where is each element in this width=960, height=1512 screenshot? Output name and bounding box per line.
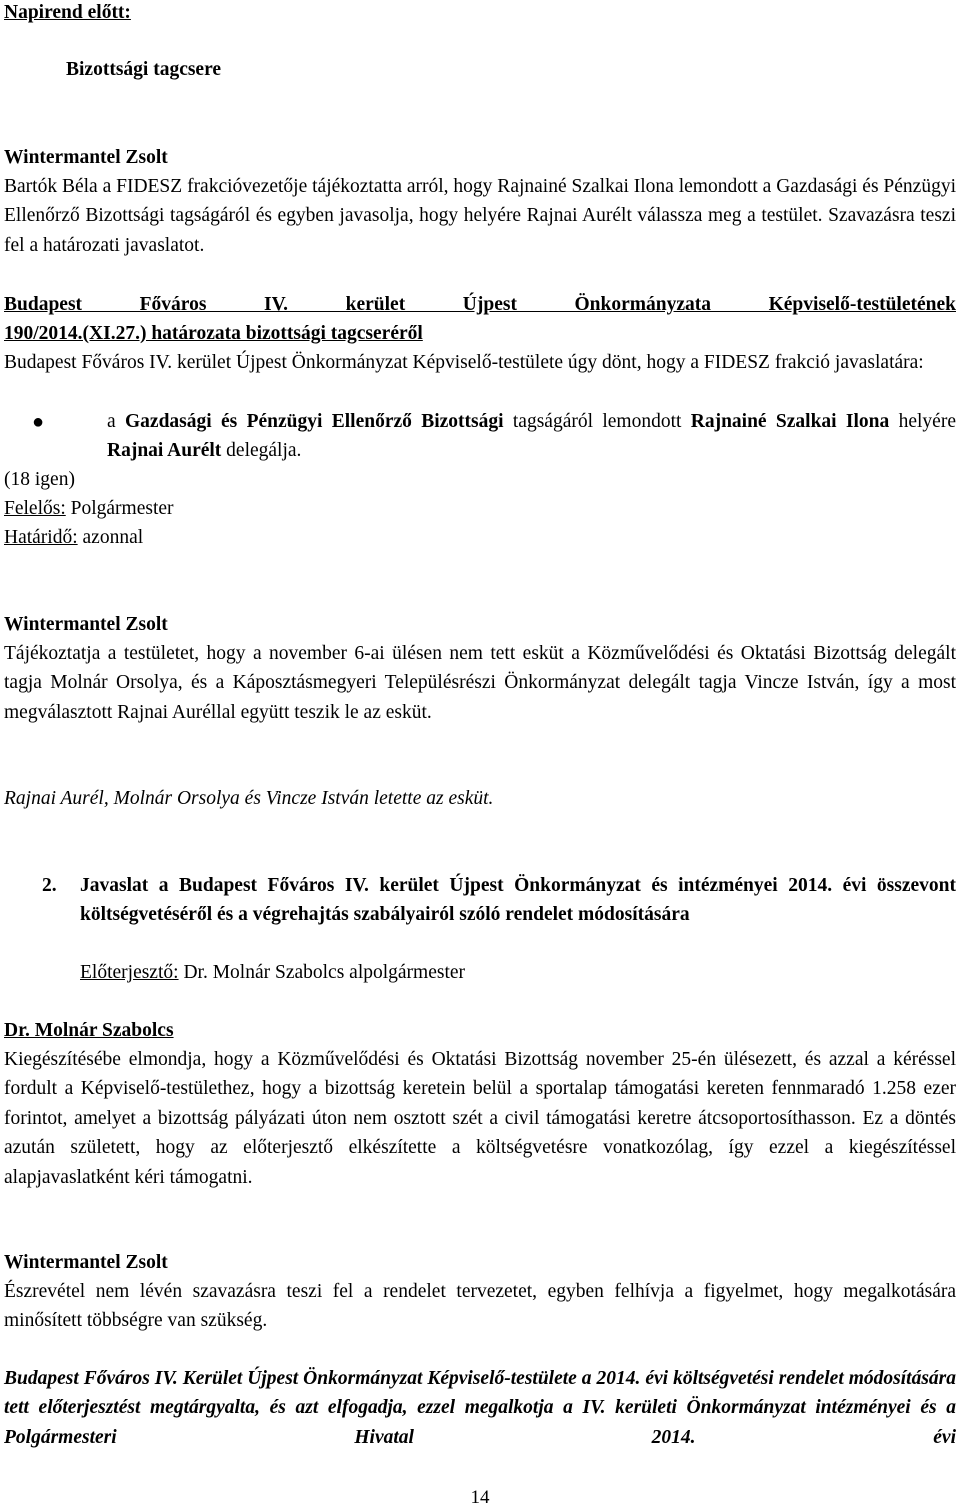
- deadline-line: Határidő: azonnal: [4, 527, 144, 548]
- speech-paragraph: Tájékoztatja a testületet, hogy a november 6-ai ülésen nem tett esküt a Közművelődési és Oktatási Bizottság delegált tagja Molnár Orsolya, és a Káposztásmegyeri Településrészi Önkormányzat delegált tagja Vincze István, így a most megválasztott Rajnai Auréllal együtt teszik le az esküt.: [4, 643, 956, 723]
- responsible-line: Felelős: Polgármester: [4, 498, 174, 519]
- oath-statement: Rajnai Aurél, Molnár Orsolya és Vincze István letette az esküt.: [4, 788, 494, 809]
- presenter-line: Előterjesztő: Dr. Molnár Szabolcs alpolgármester: [80, 962, 466, 983]
- resolution-intro: Budapest Főváros IV. kerület Újpest Önkormányzat Képviselő-testülete úgy dönt, hogy a FIDESZ frakció javaslatára:: [4, 352, 924, 373]
- speech-paragraph: Észrevétel nem lévén szavazásra teszi fel a rendelet tervezetet, egyben felhívja a figyelmet, hogy megalkotására minősített többségre van szükség.: [4, 1281, 956, 1332]
- agenda-title: Bizottsági tagcsere: [66, 59, 222, 80]
- resolution-number: 190/2014.(XI.27.) határozata bizottsági tagcseréről: [4, 323, 423, 344]
- speech-paragraph: Bartók Béla a FIDESZ frakcióvezetője tájékoztatta arról, hogy Rajnainé Szalkai Ilona lemondott a Gazdasági és Pénzügyi Ellenőrző Bizottsági tagságáról és egyben javasolja, hogy helyére Rajnai Aurélt válassza meg a testület. Szavazásra teszi fel a határozati javaslatot.: [4, 176, 956, 256]
- speech-paragraph: Kiegészítésébe elmondja, hogy a Közművelődési és Oktatási Bizottság november 25-én ülésezett, és azzal a kéréssel fordult a Képviselő-testülethez, hogy a bizottság keretein belül a sportalap támogatási kereten fennmaradó 1.258 ezer forintot, amelyet a bizottság pályázati úton nem osztott szét a civil támogatási keretre átcsoportosíthasson. Ez a döntés azután született, hogy az előterjesztő elkészítette a költségvetésre vonatkozólag, így ezzel a kiegészítéssel alapjavaslatként kéri támogatni.: [4, 1049, 956, 1188]
- page-number: 14: [470, 1487, 490, 1508]
- speaker-name: Wintermantel Zsolt: [4, 614, 168, 635]
- item-title: Javaslat a Budapest Főváros IV. kerület Újpest Önkormányzat és intézményei 2014. évi összevont költségvetéséről és a végrehajtás szabályairól szóló rendelet módosítására: [80, 875, 956, 926]
- closing-resolution: Budapest Főváros IV. Kerület Újpest Önkormányzat Képviselő-testülete a 2014. évi költségvetési rendelet módosítására tett előterjesztést megtárgyalta, és azt elfogadja, ezzel megalkotja a IV. kerületi Önkormányzat intézményei és a Polgármesteri Hivatal 2014. évi: [4, 1368, 956, 1448]
- agenda-label: Napirend előtt:: [4, 2, 131, 23]
- bullet-icon: ●: [32, 411, 45, 433]
- resolution-bullet: a Gazdasági és Pénzügyi Ellenőrző Bizottsági tagságáról lemondott Rajnainé Szalkai Ilona helyére Rajnai Aurélt delegálja.: [107, 411, 956, 462]
- resolution-title: Budapest Főváros IV. kerület Újpest Önkormányzata Képviselő-testületének: [4, 294, 956, 315]
- vote-result: (18 igen): [4, 469, 75, 490]
- speaker-name: Dr. Molnár Szabolcs: [4, 1020, 174, 1041]
- speaker-name: Wintermantel Zsolt: [4, 147, 168, 168]
- speaker-name: Wintermantel Zsolt: [4, 1252, 168, 1273]
- item-number: 2.: [42, 875, 57, 896]
